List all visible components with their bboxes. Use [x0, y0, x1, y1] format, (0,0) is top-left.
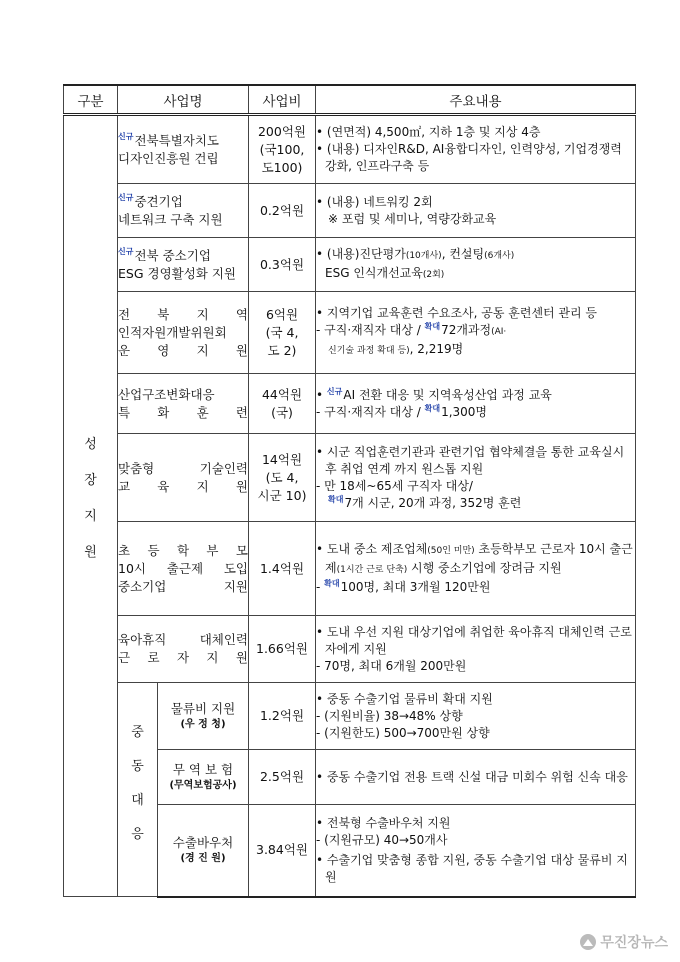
- business-description: • (내용)진단평가(10개사), 컨설팅(6개사) ESG 인식개선교육(2회): [316, 238, 636, 292]
- business-name: $^{신규}$전북 중소기업 ESG 경영활성화 지원: [118, 238, 249, 292]
- expand-tag: 확대: [424, 403, 441, 413]
- business-description: • 지역기업 교육훈련 수요조사, 공동 훈련센터 관리 등 - 구직·재직자 대상 / $^{확대}$72개과정(AI· 신기술 과정 확대 등), 2,219명: [316, 292, 636, 374]
- table-row: [64, 374, 636, 434]
- business-cost: 14억원 (도 4, 시군 10): [249, 434, 316, 522]
- business-description: • (내용) 네트워킹 2회 ※ 포럼 및 세미나, 역량강화교육: [316, 184, 636, 238]
- watermark-text: 무진장뉴스: [600, 935, 668, 951]
- new-tag: 신규: [118, 247, 134, 257]
- header-cost: 사업비: [249, 85, 316, 115]
- business-name: 수출바우처 (경 진 원): [158, 805, 249, 897]
- expand-tag: 확대: [324, 579, 340, 588]
- business-cost: 1.2억원: [249, 683, 316, 750]
- business-description: • (연면적) 4,500㎡, 지하 1층 및 지상 4층 • (내용) 디자인R&D, AI융합디자인, 인력양성, 기업경쟁력 강화, 인프라구축 등: [316, 115, 636, 184]
- business-cost: 200억원 (국100, 도100): [249, 115, 316, 184]
- new-tag: 신규: [326, 386, 343, 396]
- sub-category-label: 중 동 대 응: [131, 724, 144, 842]
- business-description: • 도내 우선 지원 대상기업에 취업한 육아휴직 대체인력 근로자에게 지원 - 70명, 최대 6개월 200만원: [316, 616, 636, 683]
- business-cost: 1.66억원: [249, 616, 316, 683]
- table-row: [64, 292, 636, 374]
- business-name: 육아휴직 대체인력 근 로 자 지 원: [118, 616, 249, 683]
- business-cost: 2.5억원: [249, 750, 316, 805]
- new-tag: 신규: [118, 132, 134, 142]
- mountain-logo-icon: [580, 934, 596, 950]
- table-row: [64, 683, 636, 750]
- business-name: 산업구조변화대응 특 화 훈 련: [118, 374, 249, 434]
- table-row: [64, 522, 636, 616]
- business-description: • $^{신규}$AI 전환 대응 및 지역육성산업 과정 교육 - 구직·재직자 대상 / $^{확대}$1,300명: [316, 374, 636, 434]
- table-row: [64, 115, 636, 184]
- table-header-row: [64, 85, 636, 115]
- expand-tag: 확대: [328, 494, 344, 504]
- business-cost: 0.3억원: [249, 238, 316, 292]
- table-row: [64, 238, 636, 292]
- category-cell: [64, 115, 118, 897]
- expand-tag: 확대: [424, 322, 441, 331]
- business-name: 전 북 지 역 인적자원개발위원회 운 영 지 원: [118, 292, 249, 374]
- new-tag: 신규: [118, 193, 134, 203]
- business-name: $^{신규}$전북특별자치도 디자인진흥원 건립: [118, 115, 249, 184]
- business-table: [63, 84, 636, 898]
- business-description: • 중동 수출기업 물류비 확대 지원 - (지원비율) 38→48% 상향 - (지원한도) 500→700만원 상향: [316, 683, 636, 750]
- table-row: [64, 616, 636, 683]
- header-category: 구분: [64, 85, 118, 115]
- business-description: • 도내 중소 제조업체(50인 미만) 초등학부모 근로자 10시 출근제(1시간 근로 단축) 시행 중소기업에 장려금 지원 - $^{확대}$100명, 최대 3개월 120만원: [316, 522, 636, 616]
- business-name: 물류비 지원 (우 정 청): [158, 683, 249, 750]
- table-row: [64, 434, 636, 522]
- business-name: $^{신규}$중견기업 네트워크 구축 지원: [118, 184, 249, 238]
- business-cost: 3.84억원: [249, 805, 316, 897]
- business-cost: 44억원 (국): [249, 374, 316, 434]
- organization: (경 진 원): [180, 853, 226, 865]
- business-description: • 시군 직업훈련기관과 관련기업 협약체결을 통한 교육실시 후 취업 연계 까지 원스톱 지원 - 만 18세~65세 구직자 대상/ $^{확대}$7개 시군, 20개 과정, 352명 훈련: [316, 434, 636, 522]
- watermark: [580, 932, 668, 952]
- business-name: 맞춤형 기술인력 교 육 지 원: [118, 434, 249, 522]
- business-cost: 1.4억원: [249, 522, 316, 616]
- category-label: 성 장 지 원: [84, 437, 97, 560]
- business-cost: 0.2억원: [249, 184, 316, 238]
- business-description: • 전북형 수출바우처 지원 - (지원규모) 40→50개사 • 수출기업 맞춤형 종합 지원, 중동 수출기업 대상 물류비 지원: [316, 805, 636, 897]
- organization: (우 정 청): [180, 719, 226, 730]
- header-main-content: 주요내용: [316, 85, 636, 115]
- business-cost: 6억원 (국 4, 도 2): [249, 292, 316, 374]
- header-business-name: 사업명: [118, 85, 249, 115]
- business-name: 무 역 보 험 (무역보험공사): [158, 750, 249, 805]
- table-row: [64, 184, 636, 238]
- sub-category-cell: [118, 683, 158, 897]
- organization: (무역보험공사): [169, 780, 237, 791]
- business-description: • 중동 수출기업 전용 트랙 신설 대금 미회수 위험 신속 대응: [316, 750, 636, 805]
- business-name: 초 등 학 부 모 10시 출근제 도입 중소기업 지원: [118, 522, 249, 616]
